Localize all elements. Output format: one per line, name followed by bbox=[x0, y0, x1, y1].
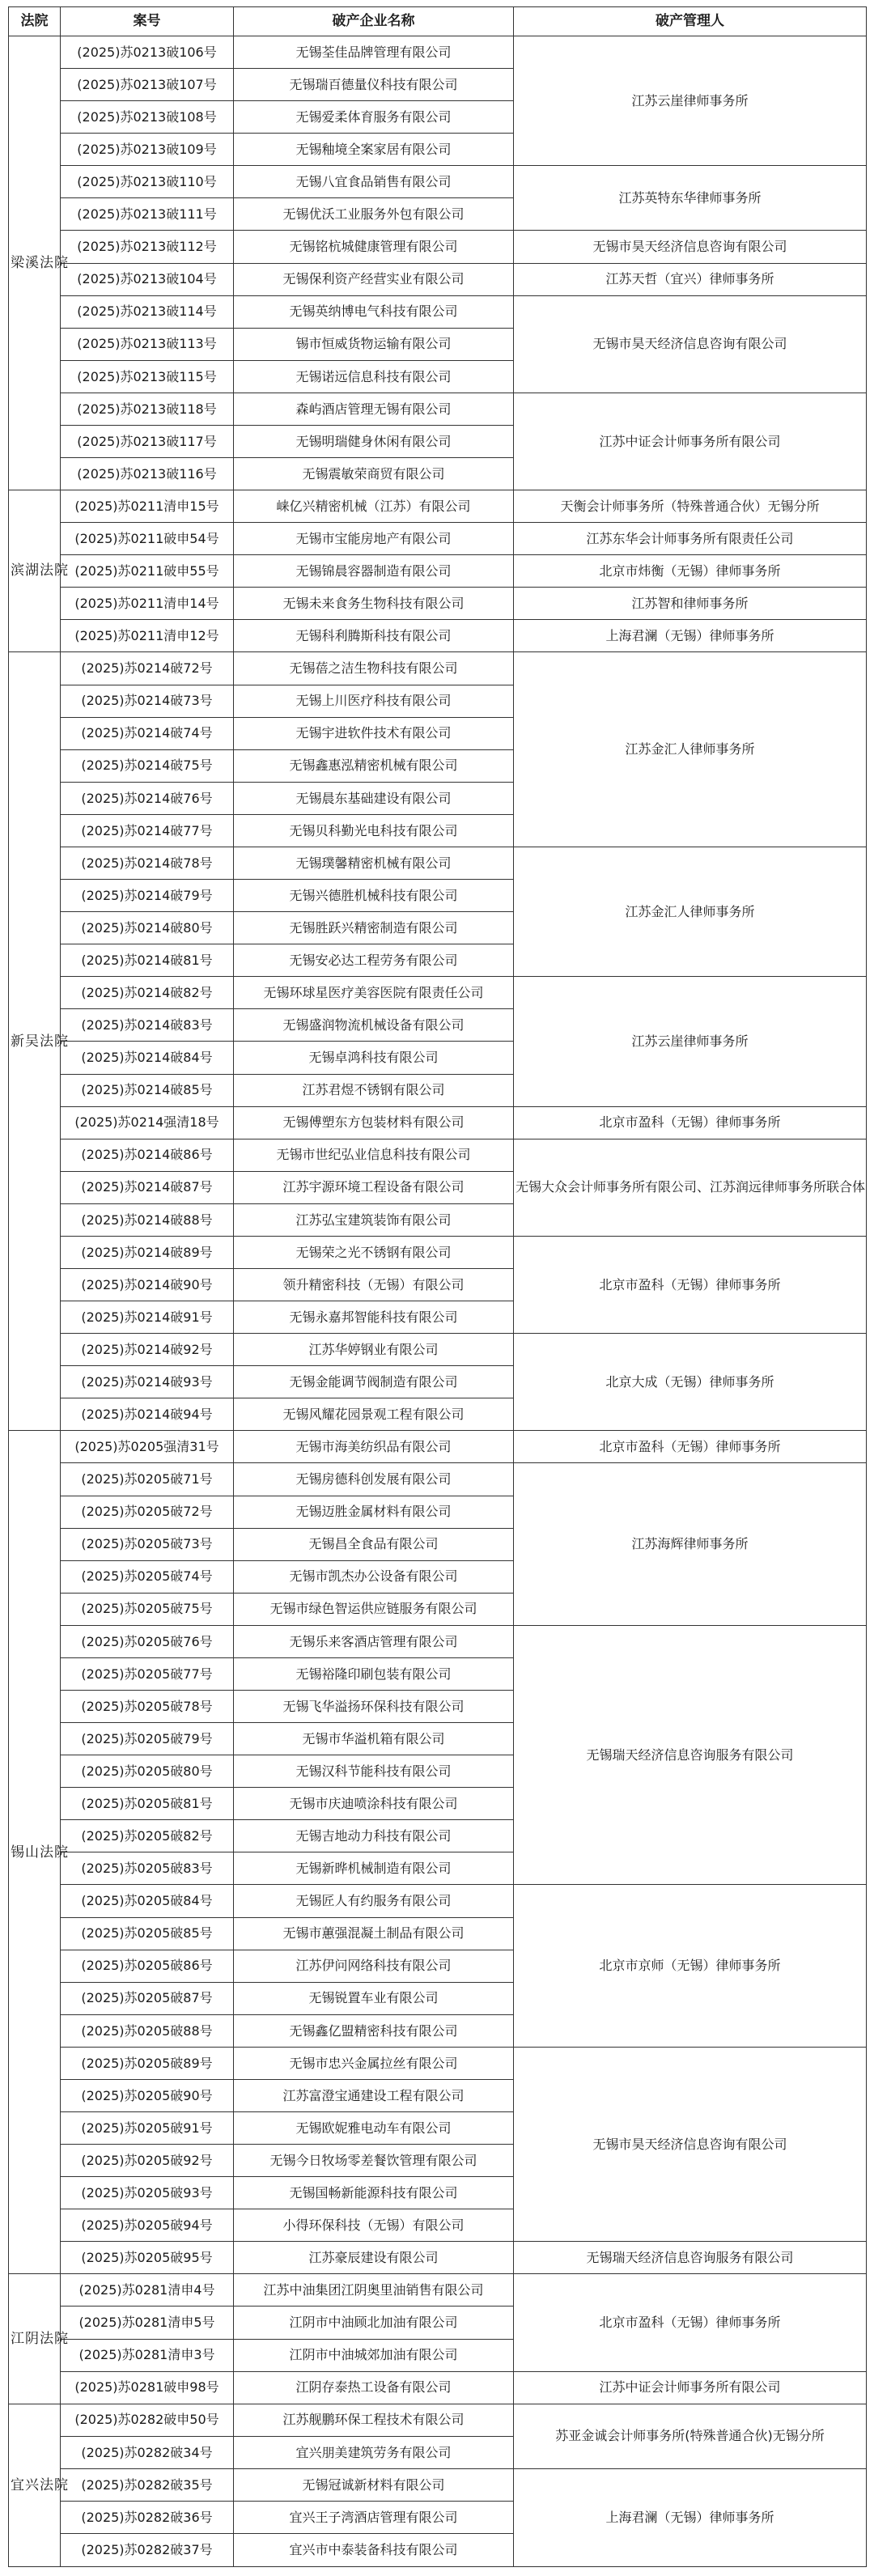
case-number-cell: (2025)苏0214破76号 bbox=[61, 782, 234, 814]
case-number-cell: (2025)苏0214破93号 bbox=[61, 1366, 234, 1398]
header-case-no: 案号 bbox=[61, 7, 234, 36]
company-name-cell: 无锡贝科勤光电科技有限公司 bbox=[234, 814, 514, 847]
case-number-cell: (2025)苏0281清申3号 bbox=[61, 2339, 234, 2371]
administrator-cell: 江苏英特东华律师事务所 bbox=[514, 166, 867, 231]
company-name-cell: 江阴市中油城郊加油有限公司 bbox=[234, 2339, 514, 2371]
company-name-cell: 江阴存泰热工设备有限公司 bbox=[234, 2371, 514, 2404]
administrator-cell: 江苏金汇人律师事务所 bbox=[514, 652, 867, 847]
case-number-cell: (2025)苏0205破80号 bbox=[61, 1755, 234, 1788]
case-number-cell: (2025)苏0214破73号 bbox=[61, 685, 234, 717]
table-row bbox=[9, 977, 867, 1009]
administrator-cell: 无锡市昊天经济信息咨询有限公司 bbox=[514, 231, 867, 263]
company-name-cell: 无锡瑞百德量仪科技有限公司 bbox=[234, 69, 514, 101]
case-number-cell: (2025)苏0282破34号 bbox=[61, 2436, 234, 2468]
case-number-cell: (2025)苏0282破申50号 bbox=[61, 2404, 234, 2436]
header-company: 破产企业名称 bbox=[234, 7, 514, 36]
company-name-cell: 无锡卓鸿科技有限公司 bbox=[234, 1042, 514, 1074]
case-number-cell: (2025)苏0205破75号 bbox=[61, 1593, 234, 1625]
court-cell: 宜兴法院 bbox=[9, 2404, 61, 2566]
administrator-cell: 北京市盈科（无锡）律师事务所 bbox=[514, 1431, 867, 1463]
case-number-cell: (2025)苏0211破申54号 bbox=[61, 523, 234, 555]
company-name-cell: 无锡国畅新能源科技有限公司 bbox=[234, 2177, 514, 2209]
company-name-cell: 江阴市中油顾北加油有限公司 bbox=[234, 2307, 514, 2339]
case-number-cell: (2025)苏0214破79号 bbox=[61, 880, 234, 912]
case-number-cell: (2025)苏0214破80号 bbox=[61, 912, 234, 944]
company-name-cell: 无锡冠诚新材料有限公司 bbox=[234, 2468, 514, 2501]
table-row bbox=[9, 295, 867, 328]
case-number-cell: (2025)苏0205破94号 bbox=[61, 2209, 234, 2242]
administrator-cell: 无锡瑞天经济信息咨询服务有限公司 bbox=[514, 1625, 867, 1885]
case-number-cell: (2025)苏0214破94号 bbox=[61, 1398, 234, 1431]
case-number-cell: (2025)苏0213破108号 bbox=[61, 101, 234, 134]
company-name-cell: 无锡市庆迪喷涂科技有限公司 bbox=[234, 1788, 514, 1820]
company-name-cell: 无锡璞馨精密机械有限公司 bbox=[234, 847, 514, 879]
company-name-cell: 无锡房德科创发展有限公司 bbox=[234, 1463, 514, 1496]
case-number-cell: (2025)苏0214破81号 bbox=[61, 944, 234, 977]
table-row bbox=[9, 2242, 867, 2274]
company-name-cell: 江苏舰鹏环保工程技术有限公司 bbox=[234, 2404, 514, 2436]
company-name-cell: 领升精密科技（无锡）有限公司 bbox=[234, 1268, 514, 1301]
case-number-cell: (2025)苏0205破71号 bbox=[61, 1463, 234, 1496]
administrator-cell: 北京市盈科（无锡）律师事务所 bbox=[514, 1236, 867, 1333]
case-number-cell: (2025)苏0205破81号 bbox=[61, 1788, 234, 1820]
company-name-cell: 锡市恒威货物运输有限公司 bbox=[234, 328, 514, 360]
table-row bbox=[9, 1139, 867, 1171]
table-body bbox=[9, 36, 867, 2567]
company-name-cell: 无锡荣之光不锈钢有限公司 bbox=[234, 1236, 514, 1268]
table-row bbox=[9, 1106, 867, 1139]
case-number-cell: (2025)苏0205破95号 bbox=[61, 2242, 234, 2274]
company-name-cell: 无锡铭杭城健康管理有限公司 bbox=[234, 231, 514, 263]
case-number-cell: (2025)苏0214破74号 bbox=[61, 717, 234, 749]
table-row bbox=[9, 490, 867, 523]
company-name-cell: 江苏弘宝建筑装饰有限公司 bbox=[234, 1203, 514, 1236]
company-name-cell: 无锡诺远信息科技有限公司 bbox=[234, 360, 514, 393]
company-name-cell: 无锡上川医疗科技有限公司 bbox=[234, 685, 514, 717]
company-name-cell: 无锡市蕙强混凝土制品有限公司 bbox=[234, 1917, 514, 1950]
case-number-cell: (2025)苏0282破37号 bbox=[61, 2534, 234, 2567]
company-name-cell: 无锡风耀花园景观工程有限公司 bbox=[234, 1398, 514, 1431]
case-number-cell: (2025)苏0205破87号 bbox=[61, 1982, 234, 2014]
case-number-cell: (2025)苏0205破76号 bbox=[61, 1625, 234, 1657]
case-number-cell: (2025)苏0213破111号 bbox=[61, 198, 234, 231]
administrator-cell: 无锡大众会计师事务所有限公司、江苏润远律师事务所联合体 bbox=[514, 1139, 867, 1236]
case-number-cell: (2025)苏0205破89号 bbox=[61, 2047, 234, 2079]
case-number-cell: (2025)苏0214破82号 bbox=[61, 977, 234, 1009]
case-number-cell: (2025)苏0211清申14号 bbox=[61, 588, 234, 620]
table-row bbox=[9, 393, 867, 425]
company-name-cell: 无锡匠人有约服务有限公司 bbox=[234, 1885, 514, 1917]
court-cell: 新吴法院 bbox=[9, 652, 61, 1431]
table-row bbox=[9, 652, 867, 685]
case-number-cell: (2025)苏0282破35号 bbox=[61, 2468, 234, 2501]
case-number-cell: (2025)苏0211清申12号 bbox=[61, 620, 234, 652]
company-name-cell: 江苏富澄宝通建设工程有限公司 bbox=[234, 2079, 514, 2111]
table-row bbox=[9, 166, 867, 198]
case-number-cell: (2025)苏0214破84号 bbox=[61, 1042, 234, 1074]
table-row bbox=[9, 1885, 867, 1917]
company-name-cell: 江苏伊问网络科技有限公司 bbox=[234, 1950, 514, 1982]
company-name-cell: 无锡汉科节能科技有限公司 bbox=[234, 1755, 514, 1788]
case-number-cell: (2025)苏0282破36号 bbox=[61, 2501, 234, 2533]
court-cell: 滨湖法院 bbox=[9, 490, 61, 652]
case-number-cell: (2025)苏0281清申5号 bbox=[61, 2307, 234, 2339]
case-number-cell: (2025)苏0214破90号 bbox=[61, 1268, 234, 1301]
company-name-cell: 无锡荃佳品牌管理有限公司 bbox=[234, 36, 514, 69]
case-number-cell: (2025)苏0205破78号 bbox=[61, 1690, 234, 1722]
company-name-cell: 宜兴朋美建筑劳务有限公司 bbox=[234, 2436, 514, 2468]
table-row bbox=[9, 847, 867, 879]
company-name-cell: 江苏君煜不锈钢有限公司 bbox=[234, 1074, 514, 1106]
case-number-cell: (2025)苏0214强清18号 bbox=[61, 1106, 234, 1139]
company-name-cell: 无锡保利资产经营实业有限公司 bbox=[234, 263, 514, 295]
company-name-cell: 江苏豪辰建设有限公司 bbox=[234, 2242, 514, 2274]
administrator-cell: 上海君澜（无锡）律师事务所 bbox=[514, 2468, 867, 2566]
company-name-cell: 无锡科利腾斯科技有限公司 bbox=[234, 620, 514, 652]
case-number-cell: (2025)苏0205破85号 bbox=[61, 1917, 234, 1950]
company-name-cell: 宜兴市中泰装备科技有限公司 bbox=[234, 2534, 514, 2567]
company-name-cell: 无锡市华溢机箱有限公司 bbox=[234, 1723, 514, 1755]
company-name-cell: 无锡市海美纺织品有限公司 bbox=[234, 1431, 514, 1463]
header-row bbox=[9, 7, 867, 36]
case-number-cell: (2025)苏0213破104号 bbox=[61, 263, 234, 295]
table-row bbox=[9, 1625, 867, 1657]
company-name-cell: 无锡英纳博电气科技有限公司 bbox=[234, 295, 514, 328]
case-number-cell: (2025)苏0214破88号 bbox=[61, 1203, 234, 1236]
administrator-cell: 北京市盈科（无锡）律师事务所 bbox=[514, 1106, 867, 1139]
administrator-cell: 北京市盈科（无锡）律师事务所 bbox=[514, 2274, 867, 2371]
administrator-cell: 无锡市昊天经济信息咨询有限公司 bbox=[514, 295, 867, 393]
table-row bbox=[9, 523, 867, 555]
administrator-cell: 无锡市昊天经济信息咨询有限公司 bbox=[514, 2047, 867, 2241]
company-name-cell: 无锡未来食务生物科技有限公司 bbox=[234, 588, 514, 620]
case-number-cell: (2025)苏0281清申4号 bbox=[61, 2274, 234, 2307]
company-name-cell: 无锡市世纪弘业信息科技有限公司 bbox=[234, 1139, 514, 1171]
table-row bbox=[9, 1334, 867, 1366]
case-number-cell: (2025)苏0214破92号 bbox=[61, 1334, 234, 1366]
company-name-cell: 崃亿兴精密机械（江苏）有限公司 bbox=[234, 490, 514, 523]
case-number-cell: (2025)苏0214破85号 bbox=[61, 1074, 234, 1106]
administrator-cell: 天衡会计师事务所（特殊普通合伙）无锡分所 bbox=[514, 490, 867, 523]
case-number-cell: (2025)苏0214破87号 bbox=[61, 1171, 234, 1203]
case-number-cell: (2025)苏0205破84号 bbox=[61, 1885, 234, 1917]
company-name-cell: 无锡锦晨容器制造有限公司 bbox=[234, 555, 514, 588]
case-number-cell: (2025)苏0205破77号 bbox=[61, 1657, 234, 1690]
case-number-cell: (2025)苏0213破117号 bbox=[61, 425, 234, 457]
header-court: 法院 bbox=[9, 7, 61, 36]
case-number-cell: (2025)苏0213破112号 bbox=[61, 231, 234, 263]
table-row bbox=[9, 231, 867, 263]
company-name-cell: 无锡震敏荣商贸有限公司 bbox=[234, 458, 514, 490]
case-number-cell: (2025)苏0205破93号 bbox=[61, 2177, 234, 2209]
case-number-cell: (2025)苏0214破86号 bbox=[61, 1139, 234, 1171]
company-name-cell: 无锡市凯杰办公设备有限公司 bbox=[234, 1560, 514, 1593]
company-name-cell: 江苏华婷钢业有限公司 bbox=[234, 1334, 514, 1366]
company-name-cell: 江苏宇源环境工程设备有限公司 bbox=[234, 1171, 514, 1203]
case-number-cell: (2025)苏0211清申15号 bbox=[61, 490, 234, 523]
table-row bbox=[9, 2274, 867, 2307]
company-name-cell: 无锡鑫亿盟精密科技有限公司 bbox=[234, 2014, 514, 2047]
administrator-cell: 江苏海辉律师事务所 bbox=[514, 1463, 867, 1625]
company-name-cell: 无锡永嘉邦智能科技有限公司 bbox=[234, 1301, 514, 1334]
company-name-cell: 无锡飞华溢扬环保科技有限公司 bbox=[234, 1690, 514, 1722]
table-row bbox=[9, 1236, 867, 1268]
administrator-cell: 江苏中证会计师事务所有限公司 bbox=[514, 2371, 867, 2404]
administrator-cell: 江苏中证会计师事务所有限公司 bbox=[514, 393, 867, 490]
case-number-cell: (2025)苏0213破113号 bbox=[61, 328, 234, 360]
case-number-cell: (2025)苏0205破82号 bbox=[61, 1820, 234, 1852]
company-name-cell: 无锡明瑞健身休闲有限公司 bbox=[234, 425, 514, 457]
case-number-cell: (2025)苏0213破109号 bbox=[61, 134, 234, 166]
company-name-cell: 无锡优沃工业服务外包有限公司 bbox=[234, 198, 514, 231]
company-name-cell: 无锡金能调节阀制造有限公司 bbox=[234, 1366, 514, 1398]
company-name-cell: 无锡裕隆印刷包装有限公司 bbox=[234, 1657, 514, 1690]
case-number-cell: (2025)苏0205破90号 bbox=[61, 2079, 234, 2111]
case-number-cell: (2025)苏0213破114号 bbox=[61, 295, 234, 328]
company-name-cell: 宜兴王子湾酒店管理有限公司 bbox=[234, 2501, 514, 2533]
case-number-cell: (2025)苏0213破106号 bbox=[61, 36, 234, 69]
case-number-cell: (2025)苏0213破110号 bbox=[61, 166, 234, 198]
company-name-cell: 无锡市忠兴金属拉丝有限公司 bbox=[234, 2047, 514, 2079]
case-number-cell: (2025)苏0214破77号 bbox=[61, 814, 234, 847]
case-number-cell: (2025)苏0214破78号 bbox=[61, 847, 234, 879]
case-number-cell: (2025)苏0213破107号 bbox=[61, 69, 234, 101]
table-row bbox=[9, 263, 867, 295]
administrator-cell: 江苏天哲（宜兴）律师事务所 bbox=[514, 263, 867, 295]
case-number-cell: (2025)苏0205破92号 bbox=[61, 2145, 234, 2177]
company-name-cell: 无锡吉地动力科技有限公司 bbox=[234, 1820, 514, 1852]
company-name-cell: 无锡兴德胜机械科技有限公司 bbox=[234, 880, 514, 912]
case-number-cell: (2025)苏0214破75号 bbox=[61, 749, 234, 782]
administrator-cell: 江苏云崖律师事务所 bbox=[514, 977, 867, 1106]
case-number-cell: (2025)苏0205破91号 bbox=[61, 2112, 234, 2145]
company-name-cell: 无锡鑫惠泓精密机械有限公司 bbox=[234, 749, 514, 782]
administrator-cell: 江苏金汇人律师事务所 bbox=[514, 847, 867, 976]
company-name-cell: 无锡盛润物流机械设备有限公司 bbox=[234, 1009, 514, 1042]
case-number-cell: (2025)苏0205破86号 bbox=[61, 1950, 234, 1982]
administrator-cell: 北京市京师（无锡）律师事务所 bbox=[514, 1885, 867, 2047]
company-name-cell: 无锡市宝能房地产有限公司 bbox=[234, 523, 514, 555]
case-number-cell: (2025)苏0205破74号 bbox=[61, 1560, 234, 1593]
administrator-cell: 上海君澜（无锡）律师事务所 bbox=[514, 620, 867, 652]
company-name-cell: 无锡市绿色智运供应链服务有限公司 bbox=[234, 1593, 514, 1625]
company-name-cell: 江苏中油集团江阴奥里油销售有限公司 bbox=[234, 2274, 514, 2307]
table-row bbox=[9, 620, 867, 652]
table-row bbox=[9, 588, 867, 620]
case-number-cell: (2025)苏0214破72号 bbox=[61, 652, 234, 685]
case-number-cell: (2025)苏0205破83号 bbox=[61, 1852, 234, 1885]
company-name-cell: 无锡欧妮雅电动车有限公司 bbox=[234, 2112, 514, 2145]
case-number-cell: (2025)苏0213破115号 bbox=[61, 360, 234, 393]
company-name-cell: 无锡八宜食品销售有限公司 bbox=[234, 166, 514, 198]
case-number-cell: (2025)苏0281破申98号 bbox=[61, 2371, 234, 2404]
company-name-cell: 无锡安必达工程劳务有限公司 bbox=[234, 944, 514, 977]
company-name-cell: 无锡胜跃兴精密制造有限公司 bbox=[234, 912, 514, 944]
company-name-cell: 无锡迈胜金属材料有限公司 bbox=[234, 1496, 514, 1528]
case-number-cell: (2025)苏0205强清31号 bbox=[61, 1431, 234, 1463]
case-number-cell: (2025)苏0214破91号 bbox=[61, 1301, 234, 1334]
case-number-cell: (2025)苏0214破83号 bbox=[61, 1009, 234, 1042]
table-row bbox=[9, 2468, 867, 2501]
court-cell: 江阴法院 bbox=[9, 2274, 61, 2404]
company-name-cell: 无锡蓓之洁生物科技有限公司 bbox=[234, 652, 514, 685]
case-number-cell: (2025)苏0213破118号 bbox=[61, 393, 234, 425]
company-name-cell: 无锡爱柔体育服务有限公司 bbox=[234, 101, 514, 134]
table-row bbox=[9, 1463, 867, 1496]
case-number-cell: (2025)苏0205破88号 bbox=[61, 2014, 234, 2047]
table-row bbox=[9, 555, 867, 588]
company-name-cell: 无锡晨东基础建设有限公司 bbox=[234, 782, 514, 814]
company-name-cell: 无锡环球星医疗美容医院有限责任公司 bbox=[234, 977, 514, 1009]
company-name-cell: 小得环保科技（无锡）有限公司 bbox=[234, 2209, 514, 2242]
company-name-cell: 无锡釉境全案家居有限公司 bbox=[234, 134, 514, 166]
table-row bbox=[9, 2047, 867, 2079]
company-name-cell: 无锡宇进软件技术有限公司 bbox=[234, 717, 514, 749]
table-row bbox=[9, 2404, 867, 2436]
administrator-cell: 无锡瑞天经济信息咨询服务有限公司 bbox=[514, 2242, 867, 2274]
administrator-cell: 北京大成（无锡）律师事务所 bbox=[514, 1334, 867, 1431]
company-name-cell: 森屿酒店管理无锡有限公司 bbox=[234, 393, 514, 425]
company-name-cell: 无锡锐置车业有限公司 bbox=[234, 1982, 514, 2014]
case-number-cell: (2025)苏0214破89号 bbox=[61, 1236, 234, 1268]
case-number-cell: (2025)苏0205破79号 bbox=[61, 1723, 234, 1755]
table-row bbox=[9, 2371, 867, 2404]
company-name-cell: 无锡乐来客酒店管理有限公司 bbox=[234, 1625, 514, 1657]
case-number-cell: (2025)苏0211破申55号 bbox=[61, 555, 234, 588]
company-name-cell: 无锡新晔机械制造有限公司 bbox=[234, 1852, 514, 1885]
bankruptcy-case-table bbox=[8, 6, 867, 2567]
administrator-cell: 江苏智和律师事务所 bbox=[514, 588, 867, 620]
court-cell: 梁溪法院 bbox=[9, 36, 61, 490]
case-number-cell: (2025)苏0213破116号 bbox=[61, 458, 234, 490]
case-number-cell: (2025)苏0205破73号 bbox=[61, 1528, 234, 1560]
company-name-cell: 无锡今日牧场零差餐饮管理有限公司 bbox=[234, 2145, 514, 2177]
administrator-cell: 北京市炜衡（无锡）律师事务所 bbox=[514, 555, 867, 588]
administrator-cell: 江苏云崖律师事务所 bbox=[514, 36, 867, 166]
case-number-cell: (2025)苏0205破72号 bbox=[61, 1496, 234, 1528]
company-name-cell: 无锡傅塑东方包装材料有限公司 bbox=[234, 1106, 514, 1139]
company-name-cell: 无锡昌全食品有限公司 bbox=[234, 1528, 514, 1560]
header-admin: 破产管理人 bbox=[514, 7, 867, 36]
administrator-cell: 江苏东华会计师事务所有限责任公司 bbox=[514, 523, 867, 555]
administrator-cell: 苏亚金诚会计师事务所(特殊普通合伙)无锡分所 bbox=[514, 2404, 867, 2468]
table-row bbox=[9, 1431, 867, 1463]
table-row bbox=[9, 36, 867, 69]
court-cell: 锡山法院 bbox=[9, 1431, 61, 2274]
